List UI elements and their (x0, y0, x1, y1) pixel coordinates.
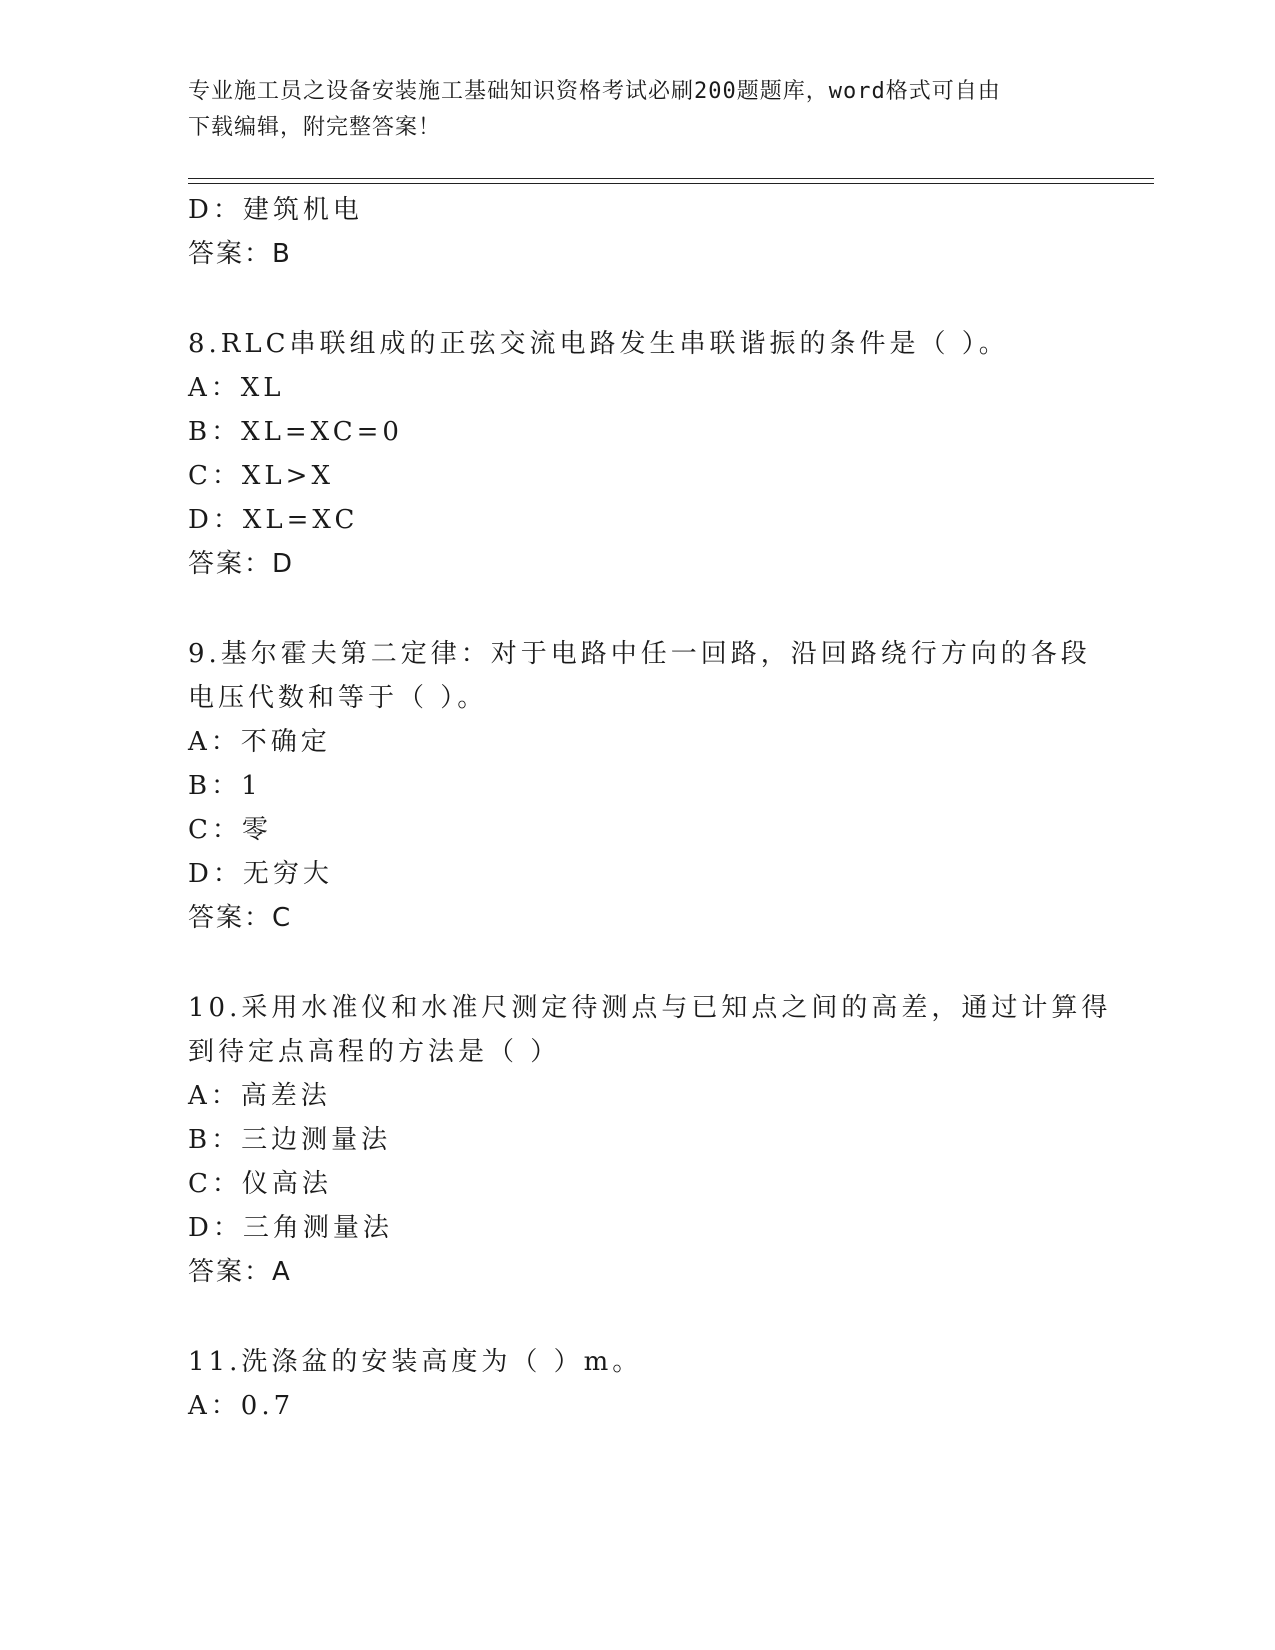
q9-stem-line-2: 电压代数和等于（ ）。 (188, 683, 488, 713)
q9-answer: 答案：C (188, 903, 293, 933)
header-line-1: 专业施工员之设备安装施工基础知识资格考试必刷200题题库，word格式可自由 (188, 79, 1001, 104)
document-header (188, 74, 1068, 146)
q8-option-a: A：XL (188, 373, 285, 403)
q9-stem-line-1: 9.基尔霍夫第二定律：对于电路中任一回路，沿回路绕行方向的各段 (188, 639, 1091, 669)
header-rule-top (188, 178, 1154, 179)
q8-option-b: B：XL=XC=0 (188, 417, 403, 447)
q11-stem: 11.洗涤盆的安装高度为（ ）m。 (188, 1347, 643, 1377)
q8-stem: 8.RLC串联组成的正弦交流电路发生串联谐振的条件是（ ）。 (188, 329, 1009, 359)
q9-option-d: D：无穷大 (188, 859, 333, 889)
q11-option-a: A：0.7 (188, 1391, 295, 1421)
q10-answer: 答案：A (188, 1257, 292, 1287)
q9-option-a: A：不确定 (188, 727, 331, 757)
q7-option-d: D：建筑机电 (188, 195, 363, 225)
q9-option-b: B：1 (188, 771, 262, 801)
q10-option-d: D：三角测量法 (188, 1213, 393, 1243)
q8-answer: 答案：D (188, 549, 295, 579)
q10-option-b: B：三边测量法 (188, 1125, 392, 1155)
q10-option-c: C：仪高法 (188, 1169, 332, 1199)
q8-option-c: C：XL>X (188, 461, 334, 491)
header-line-2: 下载编辑，附完整答案！ (188, 115, 442, 140)
q8-option-d: D：XL=XC (188, 505, 359, 535)
q10-stem-line-2: 到待定点高程的方法是（ ） (188, 1037, 561, 1067)
q7-answer: 答案：B (188, 239, 292, 269)
q10-stem-line-1: 10.采用水准仪和水准尺测定待测点与已知点之间的高差，通过计算得 (188, 993, 1112, 1023)
q9-option-c: C：零 (188, 815, 272, 845)
q10-option-a: A：高差法 (188, 1081, 331, 1111)
header-rule-bottom (188, 183, 1154, 184)
